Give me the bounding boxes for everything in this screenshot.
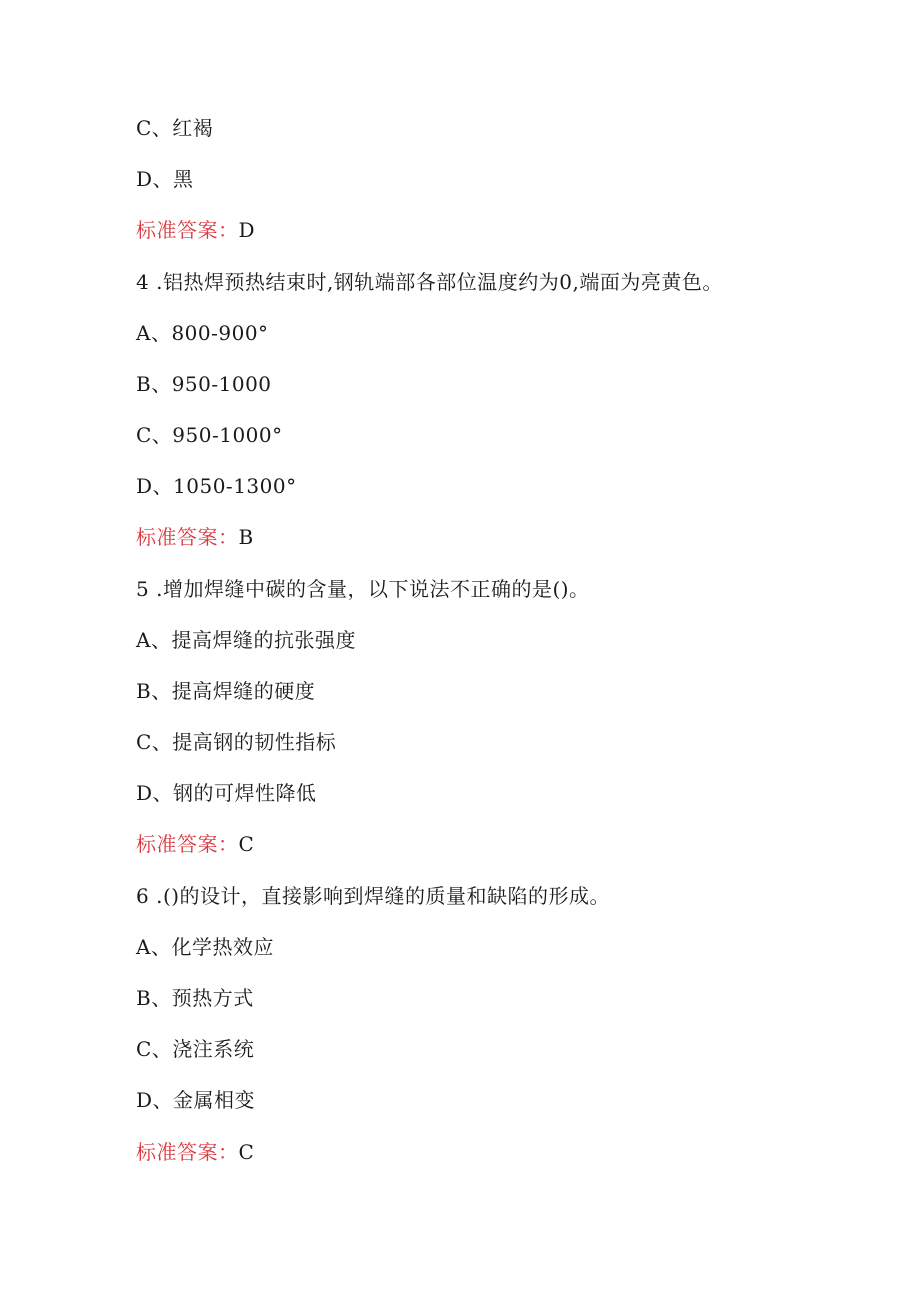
option-line: D、黑 (136, 167, 194, 191)
answer-label: 标准答案： (136, 525, 239, 549)
answer-value: C (238, 832, 255, 856)
answer-label: 标准答案： (136, 1140, 239, 1164)
option-line: C、浇注系统 (136, 1037, 255, 1061)
option-line: D、1050-1300° (136, 474, 297, 498)
answer-line (136, 1138, 254, 1166)
question-line: 4 .铝热焊预热结束时,钢轨端部各部位温度约为0,端面为亮黄色。 (136, 270, 723, 294)
answer-value: B (238, 525, 254, 549)
option-line: D、钢的可焊性降低 (136, 781, 317, 805)
answer-line (136, 523, 254, 551)
option-line: C、红褐 (136, 116, 214, 140)
option-line: B、提高焊缝的硬度 (136, 679, 316, 703)
option-line: A、800-900° (136, 321, 269, 345)
answer-label: 标准答案： (136, 218, 239, 242)
question-line: 5 .增加焊缝中碳的含量，以下说法不正确的是()。 (136, 577, 590, 601)
option-line: B、950-1000 (136, 372, 272, 396)
question-line: 6 .()的设计，直接影响到焊缝的质量和缺陷的形成。 (136, 884, 611, 908)
option-line: B、预热方式 (136, 986, 254, 1010)
answer-line (136, 216, 255, 244)
option-line: A、提高焊缝的抗张强度 (136, 628, 356, 652)
answer-value: D (238, 218, 256, 242)
answer-label: 标准答案： (136, 832, 239, 856)
option-line: A、化学热效应 (136, 935, 274, 959)
option-line: C、提高钢的韧性指标 (136, 730, 337, 754)
option-line: C、950-1000° (136, 423, 283, 447)
answer-value: C (238, 1140, 255, 1164)
option-line: D、金属相变 (136, 1088, 256, 1112)
answer-line (136, 830, 254, 858)
